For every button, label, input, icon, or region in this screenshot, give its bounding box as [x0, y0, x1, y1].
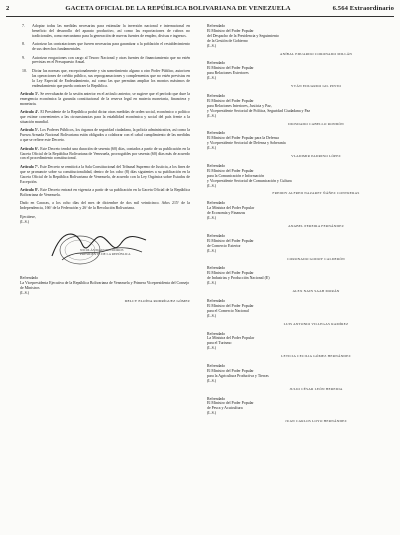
right-column [207, 24, 385, 429]
list-item: 7. Adoptar todas las medidas necesarias para estimular la inversión nacional e internacional en beneficio del desarrollo del aparato productivo, así como las exportaciones de rubros no tradicionales, como mecanismo para la generación de nuevas fuentes de empleo, divisas e ingresos. [22, 24, 190, 38]
signatory-name: VLADIMIR PADRINO LÓPEZ [291, 154, 341, 159]
gazette-title: GACETA OFICIAL DE LA REPÚBLICA BOLIVARIANA DE VENEZUELA [65, 5, 291, 12]
signatory-name: JUAN CARLOS LOYO HERNÁNDEZ [285, 419, 347, 424]
edition-number: 6.564 Extraordinario [332, 5, 394, 12]
vicepresident-title: La Vicepresidenta Ejecutiva de la República Bolivariana de Venezuela y Primera Vicepresidenta del Consejo de Ministros [20, 281, 190, 291]
header-rule [6, 16, 394, 17]
refrendo-block: Refrendado El Ministro del Poder Popular para la Agricultura Productiva y Tierras (L.S.) JULIO CÉSAR LEÓN HEREDIA [207, 364, 385, 392]
ls-mark: (L.S.) [20, 219, 30, 224]
refrendo-block: Refrendado El Ministro del Poder Popular para la Comunicación e Información y Vicepresidente Sectorial de Comunicación y Cultura (L.S.) FREDDY ALFRED NAZARET ÑÁÑEZ CONTRERAS [207, 164, 385, 196]
left-refrendado: Refrendado [20, 276, 39, 281]
ls-mark: (L.S.) [20, 291, 30, 296]
list-item: 10. Dictar las normas que, excepcionalmente y sin sometimiento alguno a otro Poder Público, autoricen las operaciones de crédito público, sus reprogramaciones y complementos que no estén previstas en la Ley Especial de Endeudamiento, así como las que permitan ampliar los montos máximos de endeudamiento que pueda contraer la República. [22, 68, 190, 88]
article-8: Artículo 8º. Este Decreto entrará en vigencia a partir de su publicación en la Gaceta Oficial de la República Bolivariana de Venezuela. [20, 187, 190, 197]
signatory-name: JULIO CÉSAR LEÓN HEREDIA [289, 386, 343, 391]
left-column [20, 24, 190, 304]
refrendo-block: Refrendado La Ministra del Poder Popular de Economía y Finanzas (L.S.) ANABEL PEREIRA FERNÁNDEZ [207, 201, 385, 229]
refrendo-block: Refrendado El Ministro del Poder Popular para la Defensa y Vicepresidente Sectorial de Defensa y Soberanía (L.S.) VLADIMIR PADRINO LÓPEZ [207, 131, 385, 159]
signatory-name: CORONADO GODOY CALDERÓN [287, 256, 345, 261]
article-5: Artículo 5º. Los Poderes Públicos, los órganos de seguridad ciudadana, la policía administrativa, así como la Fuerza Armada Nacional Bolivariana están obligados a colaborar con el cabal cumplimiento de las medidas a que se refiere este Decreto. [20, 128, 190, 143]
refrendo-block: Refrendado El Ministro del Poder Popular de Pesca y Acuicultura (L.S.) JUAN CARLOS LOYO HERNÁNDEZ [207, 397, 385, 425]
page-number: 2 [6, 5, 10, 12]
list-item: 9. Autorizar erogaciones con cargo al Tesoro Nacional y otras fuentes de financiamiento que no estén previstas en el Presupuesto Anual. [22, 55, 190, 65]
signatory-name: LUIS ANTONIO VILLEGAS RAMÍREZ [283, 321, 349, 326]
refrendo-block: Refrendado El Ministro del Poder Popular para Relaciones Interiores, Justicia y Paz, y Vicepresidente Sectorial de Política, Seguridad Ciudadana y Paz (L.S.) DIOSDADO CABELLO RONDÓN [207, 94, 385, 126]
refrendo-block: Refrendado El Ministro del Poder Popular para Relaciones Exteriores (L.S.) YVÁN EDUARDO GIL PINTO [207, 61, 385, 89]
article-3: Artículo 3º. Se reevaluarán de la sesión anterior en el artículo anterior, se sugiere que el período que dure la emergencia económica la garantía constitucional de la reserva legal en materia monetaria, financiera y monetaria. [20, 91, 190, 106]
refrendo-block: Refrendado El Ministro del Poder Popular del Despacho de la Presidencia y Seguimiento de la Gestión de Gobierno (L.S.) ANÍBAL EDUARDO CORONADO MILLÁN [207, 24, 385, 56]
signatory-name: FREDDY ALFRED NAZARET ÑÁÑEZ CONTRERAS [272, 191, 360, 196]
gazette-header [6, 4, 394, 16]
signatory-name: DELCY ELOÍNA RODRÍGUEZ GÓMEZ [124, 299, 190, 304]
execute-label: Ejecútese, [20, 214, 36, 219]
signatory-name: LETICIA CECILIA GÓMEZ HERNÁNDEZ [281, 354, 351, 359]
refrendo-block: Refrendado El Ministro del Poder Popular para el Comercio Nacional (L.S.) LUIS ANTONIO VILLEGAS RAMÍREZ [207, 299, 385, 327]
article-6: Artículo 6º. Este Decreto tendrá una duración de sesenta (60) días, contados a partir de su publicación en la Gaceta Oficial de la República Bolivariana de Venezuela, prorrogables por sesenta (60) días más de acuerdo con el procedimiento constitucional. [20, 146, 190, 161]
refrendo-block: Refrendado El Ministro del Poder Popular de Comercio Exterior (L.S.) CORONADO GODOY CALDERÓN [207, 234, 385, 262]
signatory-name: ANABEL PEREIRA FERNÁNDEZ [288, 224, 344, 228]
refrendo-block: Refrendado El Ministro del Poder Popular de Industrias y Producción Nacional (E) (L.S.) ALEX NAIN SAAB MORÁN [207, 266, 385, 294]
signatory-name: DIOSDADO CABELLO RONDÓN [288, 121, 344, 126]
signatory-name: YVÁN EDUARDO GIL PINTO [290, 84, 342, 89]
signatory-name: ALEX NAIN SAAB MORÁN [292, 289, 340, 294]
presidential-signature [20, 226, 190, 272]
refrendo-block: Refrendado La Ministra del Poder Popular para el Turismo (L.S.) LETICIA CECILIA GÓMEZ HERNÁNDEZ [207, 332, 385, 360]
list-item: 8. Autorizar las contrataciones que fueren necesarias para garantizar a la población el restablecimiento de sus derechos fundamentales. [22, 42, 190, 52]
signatory-name: ANÍBAL EDUARDO CORONADO MILLÁN [279, 51, 353, 56]
article-4: Artículo 4º. El Presidente de la República podrá dictar otras medidas de orden social, económico o político que estime convenientes a las circunstancias para la estabilidad económica y social del país frente a la situación mundial. [20, 110, 190, 124]
seal-caption: NICOLÁS MADURO MOROS PRESIDENTE DE LA REPÚBLICA [80, 248, 131, 257]
article-7: Artículo 7º. Este Decreto se remitirá a la Sala Constitucional del Tribunal Supremo de Justicia, a los fines de que se pronuncie sobre su constitucionalidad, dentro de los ocho (8) días siguientes a su publicación en la Gaceta Oficial de la República Bolivariana de Venezuela, de acuerdo con la Ley Orgánica sobre Estados de Excepción. [20, 164, 190, 184]
closing-paragraph: Dado en Caracas, a los ocho días del mes de diciembre de dos mil veinticinco. Años 215º de la Independencia, 166º de la Federación y 26º de la Revolución Bolivariana. [20, 201, 190, 211]
